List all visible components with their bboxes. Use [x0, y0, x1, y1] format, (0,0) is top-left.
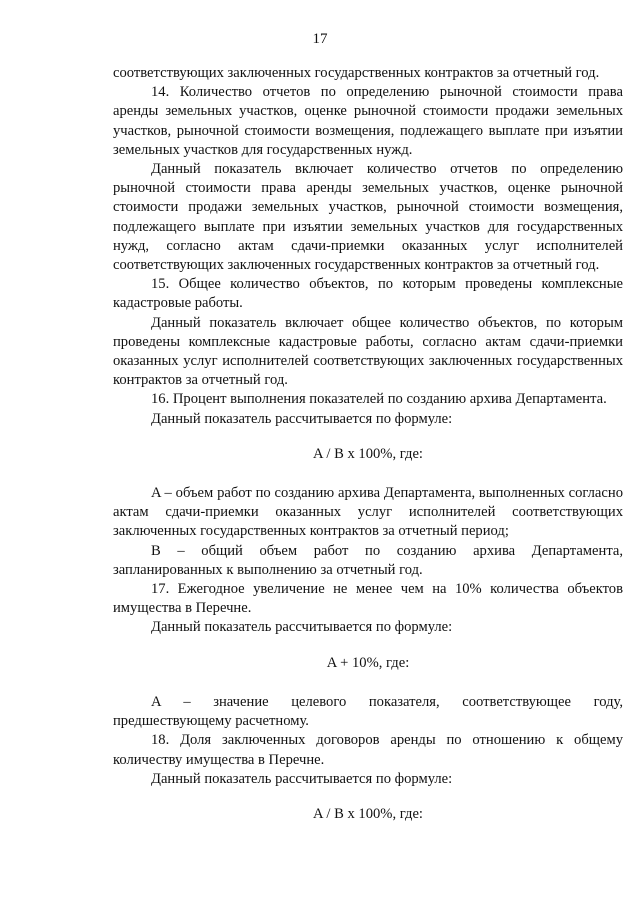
item-15-description: Данный показатель включает общее количество объектов, по которым проведены комплексные кадастровые работы, согласно актам сдачи-приемки оказанных услуг исполнителей соответствующих заключенных государственных контрактов за отчетный год. — [113, 314, 623, 389]
document-body — [113, 64, 623, 844]
item-16-formula: A / B x 100%, где: — [313, 445, 423, 462]
item-17-title: 17. Ежегодное увеличение не менее чем на 10% количества объектов имущества в Перечне. — [113, 581, 623, 617]
item-16-title: 16. Процент выполнения показателей по созданию архива Департамента. — [151, 391, 607, 408]
item-17-formula-intro: Данный показатель рассчитывается по формуле: — [151, 619, 453, 636]
item-14-title: 14. Количество отчетов по определению рыночной стоимости права аренды земельных участков, оценке рыночной стоимости продажи земельных участков, рыночной стоимости возмещения, подлежащего выплате при изъятии земельных участков для государственных нужд. — [113, 84, 623, 158]
item-14-description: Данный показатель включает количество отчетов по определению рыночной стоимости права аренды земельных участков, оценке рыночной стоимости продажи земельных участков, рыночной стоимости возмещения, подлежащего выплате при изъятии земельных участков для государственных нужд, согласно актам сдачи-приемки оказанных услуг исполнителей соответствующих заключенных государственных контрактов за отчетный год. — [113, 161, 623, 274]
paragraph-contract-year: соответствующих заключенных государственных контрактов за отчетный год. — [113, 65, 600, 81]
item-15-title: 15. Общее количество объектов, по которым проведены комплексные кадастровые работы. — [113, 276, 623, 312]
item-18-formula: A / B x 100%, где: — [313, 805, 423, 822]
item-16-variable-a: A – объем работ по созданию архива Департамента, выполненных согласно актам сдачи-приемки оказанных услуг исполнителей соответствующих заключенных государственных контрактов за отчетный период; — [113, 485, 623, 540]
item-18-title: 18. Доля заключенных договоров аренды по отношению к общему количеству имущества в Перечне. — [113, 732, 623, 768]
page-number: 17 — [312, 31, 328, 47]
item-18-formula-intro: Данный показатель рассчитывается по формуле: — [151, 770, 453, 787]
item-17-variable-a: A – значение целевого показателя, соответствующее году, предшествующему расчетному. — [113, 693, 623, 730]
item-17-formula: A + 10%, где: — [326, 654, 410, 671]
item-16-formula-intro: Данный показатель рассчитывается по формуле: — [151, 410, 453, 427]
item-16-variable-b: B – общий объем работ по созданию архива Департамента, запланированных к выполнению за отчетный год. — [113, 542, 623, 578]
